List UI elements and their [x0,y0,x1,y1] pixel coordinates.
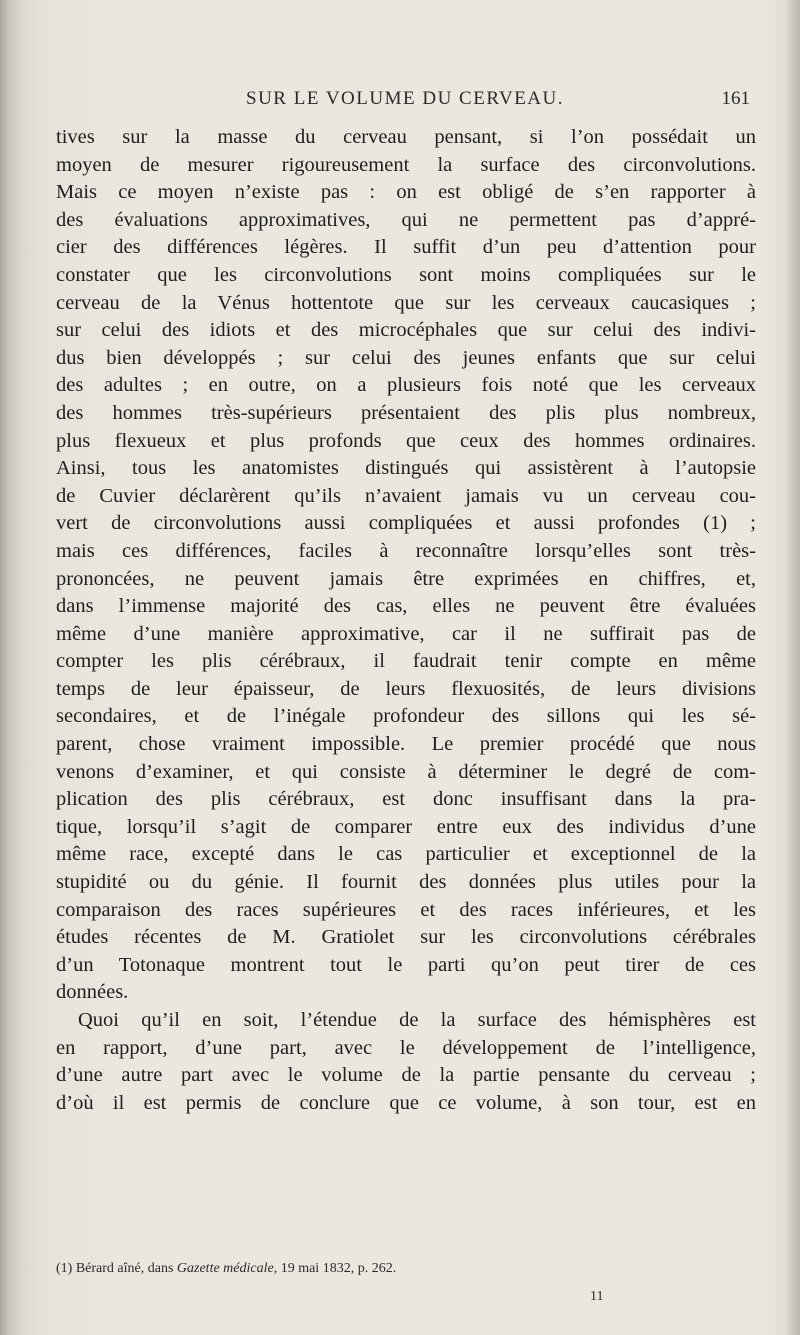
footnote-author: Bérard aîné, dans [75,1261,174,1276]
footnote-marker: (1) [56,1261,73,1276]
text-line: compter les plis cérébraux, il faudrait tenir compte en même [56,650,756,673]
running-title: SUR LE VOLUME DU CERVEAU. [246,88,564,109]
text-line: d’un Totonaque montrent tout le parti qu’on peut tirer de ces [56,953,756,976]
text-line: temps de leur épaisseur, de leurs flexuosités, de leurs divisions [56,677,756,700]
text-line: de Cuvier déclarèrent qu’ils n’avaient jamais vu un cerveau cou- [56,484,756,507]
text-line: secondaires, et de l’inégale profondeur des sillons qui les sé- [56,705,756,728]
paragraph [56,124,756,1007]
footnote [56,1261,396,1277]
text-line: stupidité ou du génie. Il fournit des données plus utiles pour la [56,871,756,894]
text-line: plus flexueux et plus profonds que ceux des hommes ordinaires. [56,429,756,452]
text-line: même d’une manière approximative, car il ne suffirait pas de [56,622,756,645]
text-line: en rapport, d’une part, avec le développement de l’intelligence, [56,1036,756,1059]
text-line: dans l’immense majorité des cas, elles ne peuvent être évaluées [56,595,756,618]
text-line: comparaison des races supérieures et des races inférieures, et les [56,898,756,921]
running-head [60,88,750,114]
text-line: cier des différences légères. Il suffit d’un peu d’attention pour [56,236,756,259]
text-line: Mais ce moyen n’existe pas : on est obligé de s’en rapporter à [56,181,756,204]
footnote-journal: Gazette médicale, [176,1261,278,1276]
text-line: parent, chose vraiment impossible. Le premier procédé que nous [56,733,756,756]
text-line: études récentes de M. Gratiolet sur les circonvolutions cérébrales [56,926,756,949]
text-line: Quoi qu’il en soit, l’étendue de la surface des hémisphères est [78,1009,756,1031]
signature-mark: 11 [590,1289,604,1304]
text-line: prononcées, ne peuvent jamais être exprimées en chiffres, et, [56,567,756,590]
text-line: des évaluations approximatives, qui ne permettent pas d’appré- [56,208,756,231]
page-number: 161 [721,88,750,109]
text-line: données. [56,981,129,1004]
text-line: des hommes très-supérieurs présentaient des plis plus nombreux, [56,401,756,424]
footnote-reference: 19 mai 1832, p. 262. [280,1261,397,1276]
text-line: dus bien développés ; sur celui des jeunes enfants que sur celui [56,346,756,369]
text-line: cerveau de la Vénus hottentote que sur les cerveaux caucasiques ; [56,291,756,314]
text-line: moyen de mesurer rigoureusement la surface des circonvolutions. [56,153,756,176]
text-line: plication des plis cérébraux, est donc insuffisant dans la pra- [56,788,756,811]
body-text [56,124,756,1117]
text-line: des adultes ; en outre, on a plusieurs fois noté que les cerveaux [56,374,756,397]
text-line: même race, excepté dans le cas particulier et exceptionnel de la [56,843,756,866]
text-line: tives sur la masse du cerveau pensant, si l’on possédait un [56,126,756,148]
text-line: mais ces différences, faciles à reconnaître lorsqu’elles sont très- [56,539,756,562]
paragraph [56,1007,756,1117]
text-line: d’où il est permis de conclure que ce volume, à son tour, est en [56,1091,756,1114]
text-line: venons d’examiner, et qui consiste à déterminer le degré de com- [56,760,756,783]
page-edge-right [786,0,800,1335]
text-line: vert de circonvolutions aussi compliquées et aussi profondes (1) ; [56,512,756,535]
text-line: constater que les circonvolutions sont moins compliquées sur le [56,263,756,286]
text-line: Ainsi, tous les anatomistes distingués qui assistèrent à l’autopsie [56,457,756,480]
text-line: d’une autre part avec le volume de la partie pensante du cerveau ; [56,1064,756,1087]
text-line: sur celui des idiots et des microcéphales que sur celui des indivi- [56,319,756,342]
page-gutter-left [0,0,22,1335]
text-line: tique, lorsqu’il s’agit de comparer entre eux des individus d’une [56,815,756,838]
